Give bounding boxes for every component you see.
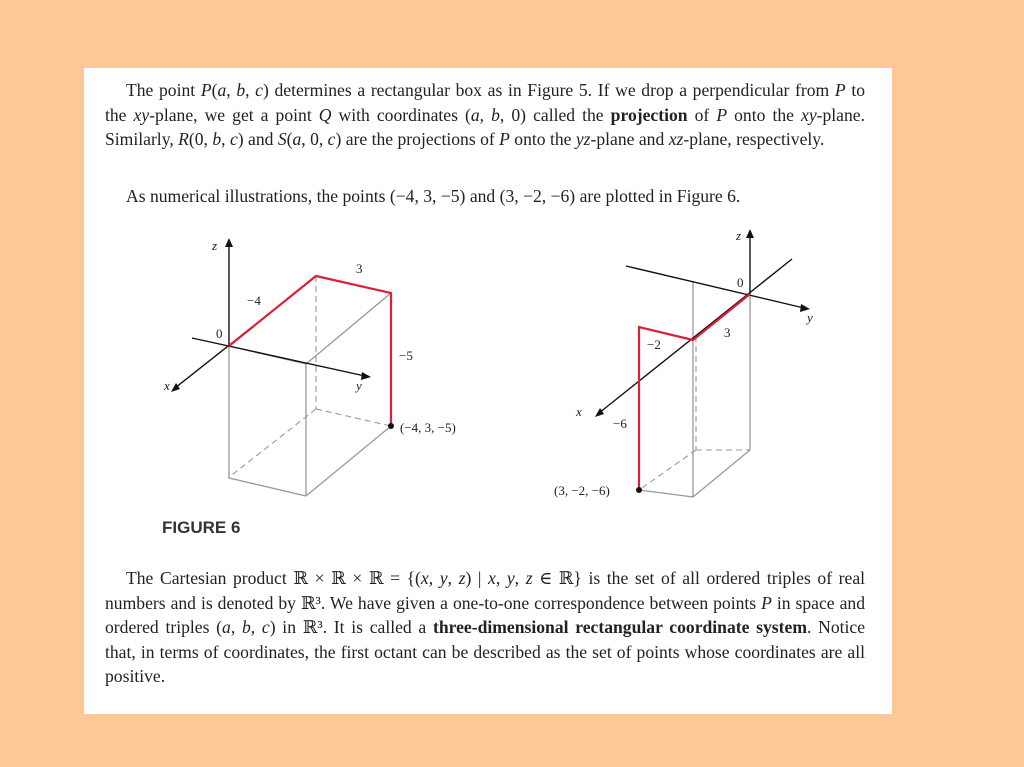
text: ) determines a rectangular box as in Figure 5. If we drop a perpendicular from (262, 80, 835, 100)
text: , (221, 129, 230, 150)
text: a (217, 80, 227, 100)
text: , (245, 80, 256, 100)
text: The point (126, 80, 201, 100)
right-diagram (554, 228, 813, 498)
y-coordinate-label: 3 (724, 325, 731, 340)
text: P (716, 104, 728, 125)
coordinate-path (639, 294, 750, 490)
origin-label: 0 (737, 275, 744, 290)
text: ( (286, 129, 293, 150)
x-axis-label: x (164, 378, 170, 393)
text: z (525, 568, 533, 588)
text: P (834, 80, 846, 100)
figure-caption: FIGURE 6 (162, 518, 241, 537)
text: onto the (727, 104, 802, 125)
text: , (428, 568, 440, 588)
text: -plane and (590, 129, 669, 150)
y-axis (626, 266, 804, 308)
text: -plane. Similarly, (105, 104, 865, 150)
box-edges (229, 293, 391, 496)
text: y (439, 568, 448, 588)
text: yz (575, 129, 591, 150)
box-hidden-edges (639, 336, 750, 490)
point-label: (3, −2, −6) (554, 483, 610, 498)
y-coordinate-label: 3 (356, 261, 363, 276)
text: b (212, 129, 222, 150)
text: ) and (237, 129, 278, 150)
text: y (506, 568, 515, 588)
text: a (222, 617, 231, 638)
text: ) | (465, 568, 489, 588)
text: onto the (509, 129, 576, 150)
text: xz (668, 129, 684, 150)
text: , (230, 617, 242, 638)
text: , (447, 568, 459, 588)
left-diagram (163, 238, 456, 496)
text: Q (318, 104, 332, 125)
text: , (250, 617, 262, 638)
text: -plane, we get a point (149, 104, 319, 125)
y-axis-label: y (356, 378, 362, 393)
z-arrow-icon (746, 229, 754, 238)
box-edge (639, 490, 693, 497)
text: ∈ ℝ} is the set of all ordered triples of real numbers and is denoted by ℝ³. We have given a one-to-one correspondence between points (105, 568, 866, 613)
x-axis-label: x (576, 404, 582, 419)
z-arrow-icon (225, 238, 233, 247)
text: , (495, 568, 507, 588)
text: (0, (188, 129, 213, 150)
text: with coordinates ( (331, 104, 471, 125)
text: ) are the projections of (335, 129, 500, 150)
text: ( (211, 80, 218, 100)
text: , (226, 80, 237, 100)
text: P (761, 592, 772, 613)
paragraph-cartesian-product (105, 566, 865, 689)
text: R (178, 129, 189, 150)
text: xy (133, 104, 150, 125)
y-axis-label: y (807, 310, 813, 325)
point-marker (388, 423, 394, 429)
text: to the (105, 80, 865, 125)
text: b (236, 80, 246, 100)
text: As numerical illustrations, the points (−4, 3, −5) and (3, −2, −6) are plotted in Figure 6. (126, 186, 741, 206)
text: c (261, 617, 270, 638)
y-axis (192, 338, 365, 376)
text: The Cartesian product ℝ × ℝ × ℝ = {( (126, 568, 421, 588)
text: P (200, 80, 212, 100)
z-axis-label: z (212, 238, 218, 253)
text: x (488, 568, 496, 588)
text: xy (801, 104, 817, 125)
box-edge (306, 426, 391, 496)
box-edge (693, 450, 750, 497)
z-coordinate-label: −5 (399, 348, 413, 363)
dashed-edge (316, 409, 391, 426)
x-coordinate-label: −4 (247, 293, 261, 308)
origin-label: 0 (216, 326, 223, 341)
axes (599, 234, 804, 413)
x-coordinate-label: −2 (647, 337, 661, 352)
text: c (255, 80, 263, 100)
text: b (491, 104, 500, 125)
text: in space and ordered triples ( (105, 592, 865, 638)
text: , (479, 104, 492, 125)
text: a (470, 104, 480, 125)
box-edge (229, 478, 306, 496)
point-marker (636, 487, 642, 493)
dashed-edge (639, 450, 696, 490)
y-arrow-icon (361, 372, 371, 380)
text: -plane, respectively. (683, 129, 825, 150)
text: P (499, 129, 510, 150)
text: S (277, 129, 287, 150)
text: . Notice that, in terms of coordinates, the first octant can be described as the set of points whose coordinates are all positive. (105, 617, 866, 687)
term-projection: projection (610, 104, 688, 125)
box-edges (639, 281, 750, 497)
text: c (327, 129, 336, 150)
text: z (458, 568, 466, 588)
z-coordinate-label: −6 (613, 416, 627, 431)
dashed-edge (228, 409, 316, 478)
text: of (687, 104, 717, 125)
text: c (229, 129, 238, 150)
text: , (514, 568, 526, 588)
axes (175, 243, 365, 388)
text: b (241, 617, 251, 638)
text: , 0) called the (499, 104, 611, 125)
box-edge (306, 293, 391, 364)
text: a (292, 129, 302, 150)
text: x (420, 568, 429, 588)
text: ) in ℝ³. It is called a (269, 617, 433, 638)
point-label: (−4, 3, −5) (400, 420, 456, 435)
z-axis-label: z (736, 228, 742, 243)
term-coordinate-system: three-dimensional rectangular coordinate system (432, 617, 807, 638)
text: , 0, (301, 129, 328, 150)
textbook-page (84, 68, 892, 714)
